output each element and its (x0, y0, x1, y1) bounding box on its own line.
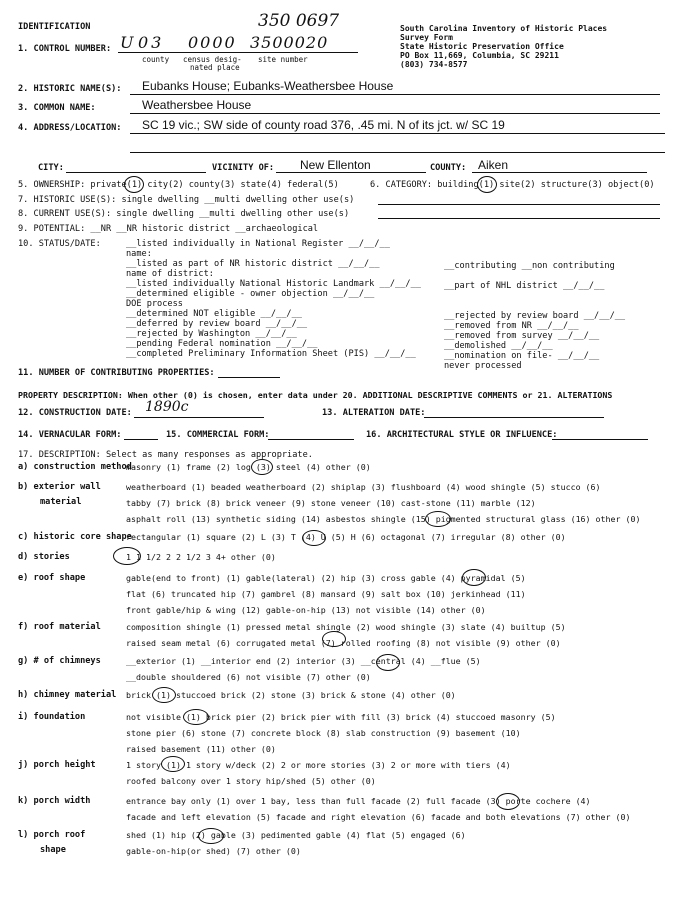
description-label: b) exterior wall (18, 482, 101, 492)
description-options: raised seam metal (6) corrugated metal (7) rolled roofing (8) not visible (9) other (0) (126, 638, 561, 648)
sub-site: site number (258, 55, 308, 64)
description-label: g) # of chimneys (18, 656, 101, 666)
description-options: gable-on-hip(or shed) (7) other (0) (126, 846, 301, 856)
status-item: __listed individually in National Register __/__/__ (126, 239, 390, 249)
description-options: roofed balcony over 1 story hip/shed (5) other (0) (126, 776, 376, 786)
ownership-row: 5. OWNERSHIP: private(1) city(2) county(3) state(4) federal(5) (18, 180, 339, 190)
county-code: 03 (138, 33, 165, 52)
description-options: shed (1) hip (2) gable (3) pedimented gable (4) flat (5) engaged (6) (126, 830, 466, 840)
current-uses-row: 8. CURRENT USE(S): single dwelling __multi dwelling other use(s) (18, 209, 350, 219)
description-options: brick (1) stuccoed brick (2) stone (3) brick & stone (4) other (0) (126, 690, 456, 700)
status-right-item: __nomination on file- __/__/__ (444, 351, 600, 361)
circle-full-facade (496, 793, 520, 810)
handwritten-number: 350 0697 (258, 11, 340, 31)
property-description-note: PROPERTY DESCRIPTION: When other (0) is chosen, enter data under 20. ADDITIONAL DESCRIPTIVE COMMENTS or 21. ALTERATIONS (18, 390, 613, 400)
description-label: c) historic core shape (18, 532, 132, 542)
construction-date-value: 1890c (145, 399, 189, 415)
status-item: __completed Preliminary Information Sheet (PIS) __/__/__ (126, 349, 416, 359)
vicinity-label: VICINITY OF: (212, 163, 275, 173)
sub-census-2: nated place (190, 63, 240, 72)
status-right-item: __demolished __/__/__ (444, 341, 553, 351)
sub-county: county (142, 55, 170, 64)
description-options: 1 1 1/2 2 2 1/2 3 4+ other (0) (126, 552, 276, 562)
circle-corrugated (322, 631, 346, 647)
status-item: name of district: (126, 269, 214, 279)
description-options: asphalt roll (13) synthetic siding (14) asbestos shingle (15) pigmented structural glass (16) other (0) (126, 514, 641, 524)
circle-frame (251, 459, 273, 475)
historic-names-value: Eubanks House; Eubanks-Weathersbee House (142, 79, 394, 93)
identification-heading: IDENTIFICATION (18, 22, 91, 32)
vicinity-value: New Ellenton (300, 158, 371, 172)
circle-brick (152, 687, 176, 703)
description-intro: 17. DESCRIPTION: Select as many responses as appropriate. (18, 450, 313, 460)
description-options: __exterior (1) __interior end (2) interior (3) __central (4) __flue (5) (126, 656, 481, 666)
description-options: weatherboard (1) beaded weatherboard (2) shiplap (3) flushboard (4) wood shingle (5) stucco (6) (126, 482, 601, 492)
status-item: __listed individually National Historic Landmark __/__/__ (126, 279, 421, 289)
status-right-item: __contributing __non contributing (444, 261, 615, 271)
control-number-label: 1. CONTROL NUMBER: (18, 44, 112, 54)
construction-date-label: 12. CONSTRUCTION DATE: (18, 408, 132, 418)
description-label: d) stories (18, 552, 70, 562)
description-label: k) porch width (18, 796, 91, 806)
status-right-item: never processed (444, 361, 522, 371)
status-item: __pending Federal nomination __/__/__ (126, 339, 318, 349)
status-label: 10. STATUS/DATE: (18, 239, 101, 249)
alteration-date-label: 13. ALTERATION DATE: (322, 408, 426, 418)
description-options: flat (6) truncated hip (7) gambrel (8) mansard (9) salt box (10) jerkinhead (11) (126, 589, 526, 599)
description-label: f) roof material (18, 622, 101, 632)
control-prefix: U (120, 33, 134, 52)
description-options: front gable/hip & wing (12) gable-on-hip (13) not visible (14) other (0) (126, 605, 486, 615)
description-label: i) foundation (18, 712, 86, 722)
circle-not-visible (183, 709, 209, 725)
status-item: __deferred by review board __/__/__ (126, 319, 308, 329)
office-line: South Carolina Inventory of Historic Places (400, 24, 608, 33)
description-options: __double shouldered (6) not visible (7) other (0) (126, 672, 371, 682)
circle-l-shape (302, 530, 326, 546)
sub-census: census desig- (183, 55, 242, 64)
description-label-2: shape (40, 845, 66, 855)
address-label: 4. ADDRESS/LOCATION: (18, 123, 122, 133)
circle-one-story (113, 547, 141, 565)
description-options: rectangular (1) square (2) L (3) T (4) U (5) H (6) octagonal (7) irregular (8) other (0) (126, 532, 566, 542)
status-item: __rejected by Washington __/__/__ (126, 329, 297, 339)
circle-interior (376, 654, 400, 671)
status-item: __listed as part of NR historic district __/__/__ (126, 259, 380, 269)
description-label: a) construction method (18, 462, 132, 472)
status-right-item: __removed from survey __/__/__ (444, 331, 600, 341)
common-name-value: Weathersbee House (142, 98, 252, 112)
county-label: COUNTY: (430, 163, 467, 173)
description-options: stone pier (6) stone (7) concrete block (8) slab construction (9) basement (10) (126, 728, 521, 738)
description-options: masonry (1) frame (2) log (3) steel (4) other (0) (126, 462, 371, 472)
office-line: PO Box 11,669, Columbia, SC 29211 (400, 51, 559, 60)
circle-1-story (161, 756, 185, 772)
status-item: name: (126, 249, 152, 259)
architectural-style-label: 16. ARCHITECTURAL STYLE OR INFLUENCE: (366, 430, 558, 440)
vernacular-form-label: 14. VERNACULAR FORM: (18, 430, 122, 440)
historic-names-label: 2. HISTORIC NAME(S): (18, 84, 122, 94)
description-options: composition shingle (1) pressed metal shingle (2) wood shingle (3) slate (4) builtup (5) (126, 622, 566, 632)
contributing-properties: 11. NUMBER OF CONTRIBUTING PROPERTIES: (18, 368, 215, 378)
address-value: SC 19 vic.; SW side of county road 376, .45 mi. N of its jct. w/ SC 19 (142, 118, 505, 132)
description-options: 1 story (1) 1 story w/deck (2) 2 or more stories (3) 2 or more with tiers (4) (126, 760, 511, 770)
description-label: e) roof shape (18, 573, 86, 583)
category-row: 6. CATEGORY: building(1) site(2) structure(3) object(0) (370, 180, 655, 190)
description-label-2: material (40, 497, 82, 507)
status-right-item: __removed from NR __/__/__ (444, 321, 579, 331)
description-label: h) chimney material (18, 690, 117, 700)
commercial-form-label: 15. COMMERCIAL FORM: (166, 430, 270, 440)
description-options: facade and left elevation (5) facade and right elevation (6) facade and both elevations (7) other (0) (126, 812, 631, 822)
circle-cross-gable (462, 569, 486, 586)
status-item: DOE process (126, 299, 183, 309)
circle-hip (198, 828, 224, 844)
description-options: entrance bay only (1) over 1 bay, less than full facade (2) full facade (3) porte cochere (4) (126, 796, 591, 806)
historic-uses-row: 7. HISTORIC USE(S): single dwelling __multi dwelling other use(s) (18, 195, 355, 205)
description-label: l) porch roof (18, 830, 86, 840)
description-label: j) porch height (18, 760, 96, 770)
common-name-label: 3. COMMON NAME: (18, 103, 96, 113)
status-right-item: __rejected by review board __/__/__ (444, 311, 626, 321)
site-number: 3500020 (250, 33, 329, 52)
county-value: Aiken (478, 158, 509, 172)
office-line: State Historic Preservation Office (400, 42, 564, 51)
description-options: tabby (7) brick (8) brick veneer (9) stone veneer (10) cast-stone (11) marble (12) (126, 498, 536, 508)
ownership-circle (124, 176, 144, 193)
office-line: (803) 734-8577 (400, 60, 468, 69)
potential-row: 9. POTENTIAL: __NR __NR historic district __archaeological (18, 224, 319, 234)
description-options: not visible (1) brick pier (2) brick pier with fill (3) brick (4) stuccoed masonry (5) (126, 712, 556, 722)
designated-place-code: 0000 (188, 33, 237, 52)
description-options: raised basement (11) other (0) (126, 744, 276, 754)
description-options: gable(end to front) (1) gable(lateral) (2) hip (3) cross gable (4) pyramidal (5) (126, 573, 526, 583)
circle-asbestos (425, 511, 451, 527)
status-right-item: __part of NHL district __/__/__ (444, 281, 605, 291)
status-item: __determined NOT eligible __/__/__ (126, 309, 302, 319)
status-item: __determined eligible - owner objection __/__/__ (126, 289, 375, 299)
category-circle (477, 176, 497, 193)
office-line: Survey Form (400, 33, 453, 42)
city-label: CITY: (38, 163, 64, 173)
